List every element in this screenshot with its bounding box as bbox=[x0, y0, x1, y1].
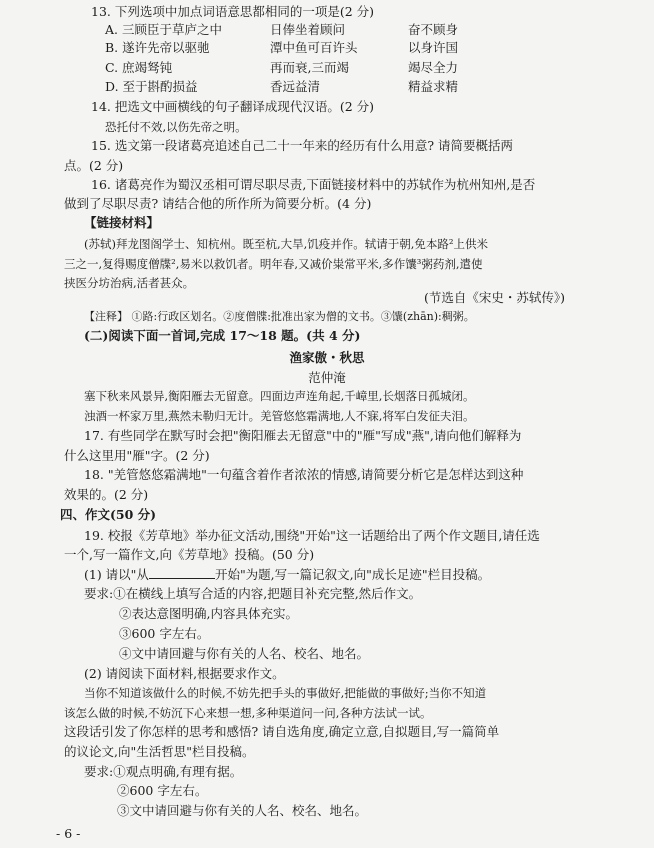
q19-part2-req-1: ①观点明确,有理有据。 bbox=[113, 764, 243, 779]
q19-part2-req-2: ②600 字左右。 bbox=[117, 783, 208, 798]
q19-part1-req-2: ②表达意图明确,内容具体充实。 bbox=[119, 606, 298, 621]
q19-line1: 19. 校报《芳草地》举办征文活动,围绕"开始"这一话题给出了两个作文题目,请任选 bbox=[84, 528, 540, 543]
q19-part1-prompt bbox=[84, 567, 490, 583]
q16-line2: 做到了尽职尽责? 请结合他的所作所为简要分析。(4 分) bbox=[64, 196, 372, 211]
q19-part2-req-label: 要求: bbox=[84, 764, 114, 779]
q14-sentence: 恐托付不效,以伤先帝之明。 bbox=[105, 120, 247, 134]
material-line-3: 挟医分坊治病,活者甚众。 bbox=[64, 276, 195, 290]
material-title: 【链接材料】 bbox=[84, 215, 160, 230]
title-blank-line bbox=[149, 567, 215, 579]
section4-heading: 四、作文(50 分) bbox=[60, 507, 157, 522]
q13-option-b-col2: 潭中鱼可百许头 bbox=[270, 40, 358, 55]
q13-option-b-col3: 以身许国 bbox=[408, 40, 459, 55]
q19-part2-line2: 的议论文,向"生活哲思"栏目投稿。 bbox=[64, 744, 255, 759]
q15-line1: 15. 选文第一段诸葛亮追述自己二十一年来的经历有什么用意? 请简要概括两 bbox=[91, 138, 514, 153]
q13-option-c-col2: 再而衰,三而竭 bbox=[270, 60, 349, 75]
q19-part1-req-4: ④文中请回避与你有关的人名、校名、地名。 bbox=[119, 646, 370, 661]
q13-option-d: D. 至于斟酌损益 bbox=[105, 79, 198, 94]
q19-part1-req bbox=[84, 586, 421, 602]
q15-line2: 点。(2 分) bbox=[64, 158, 124, 173]
q19-part2-line1: 这段话引发了你怎样的思考和感悟? 请自选角度,确定立意,自拟题目,写一篇简单 bbox=[64, 724, 500, 739]
q13-option-a: A. 三顾臣于草庐之中 bbox=[105, 22, 222, 37]
q19-part1-req-label: 要求: bbox=[84, 586, 114, 601]
q18-line1: 18. "羌管悠悠霜满地"一句蕴含着作者浓浓的情感,请简要分析它是怎样达到这种 bbox=[84, 467, 524, 482]
q19-part2-heading: (2) 请阅读下面材料,根据要求作文。 bbox=[84, 666, 285, 681]
q19-part1-req-1: ①在横线上填写合适的内容,把题目补充完整,然后作文。 bbox=[113, 586, 422, 601]
q16-line1: 16. 诸葛亮作为蜀汉丞相可谓尽职尽责,下面链接材料中的苏轼作为杭州知州,是否 bbox=[91, 177, 536, 192]
q19-part1-prompt-b: 开始"为题,写一篇记叙文,向"成长足迹"栏目投稿。 bbox=[214, 567, 491, 582]
q13-option-c: C. 庶竭驽钝 bbox=[105, 60, 173, 75]
q13-option-c-col3: 竭尽全力 bbox=[408, 60, 459, 75]
q19-part1-prompt-a: (1) 请以"从 bbox=[84, 567, 149, 582]
page-number: - 6 - bbox=[56, 826, 81, 841]
q13-option-a-col2: 日俸坐着顾问 bbox=[270, 22, 346, 37]
q19-part2-req-3: ③文中请回避与你有关的人名、校名、地名。 bbox=[117, 803, 368, 818]
q19-part2-req bbox=[84, 764, 242, 780]
poem-author: 范仲淹 bbox=[308, 370, 346, 385]
material-note: 【注释】 ①路:行政区划名。②度僧牒:批准出家为僧的文书。③馕(zhān):稠粥。 bbox=[84, 310, 475, 323]
material-source: (节选自《宋史・苏轼传》) bbox=[424, 290, 566, 305]
q19-part1-req-3: ③600 字左右。 bbox=[119, 626, 210, 641]
poem-line-2: 浊酒一杯家万里,燕然未勒归无计。羌管悠悠霜满地,人不寐,将军白发征夫泪。 bbox=[84, 409, 475, 423]
poem-title: 渔家傲・秋思 bbox=[289, 350, 365, 365]
q19-line2: 一个,写一篇作文,向《芳草地》投稿。(50 分) bbox=[64, 547, 315, 562]
q17-line1: 17. 有些同学在默写时会把"衡阳雁去无留意"中的"雁"写成"燕",请向他们解释为 bbox=[84, 428, 522, 443]
q14-stem: 14. 把选文中画横线的句子翻译成现代汉语。(2 分) bbox=[91, 99, 375, 114]
material-line-1: (苏轼)拜龙图阁学士、知杭州。既至杭,大旱,饥疫并作。轼请于朝,免本路²上供米 bbox=[84, 237, 489, 251]
q13-option-d-col2: 香远益清 bbox=[270, 79, 321, 94]
q13-option-b: B. 遂许先帝以驱驰 bbox=[105, 40, 210, 55]
q13-option-a-col3: 奋不顾身 bbox=[408, 22, 459, 37]
q13-stem: 13. 下列选项中加点词语意思都相同的一项是(2 分) bbox=[91, 4, 375, 19]
poem-line-1: 塞下秋来风景异,衡阳雁去无留意。四面边声连角起,千嶂里,长烟落日孤城闭。 bbox=[84, 389, 475, 403]
q18-line2: 效果的。(2 分) bbox=[64, 487, 149, 502]
q17-line2: 什么这里用"雁"字。(2 分) bbox=[64, 448, 210, 463]
material-line-2: 三之一,复得赐度僧牒²,易米以救饥者。明年春,又减价粜常平米,多作馕³粥药剂,遣使 bbox=[64, 257, 483, 271]
section2-heading: (二)阅读下面一首词,完成 17～18 题。(共 4 分) bbox=[84, 328, 361, 343]
q13-option-d-col3: 精益求精 bbox=[408, 79, 459, 94]
q19-part2-material-2: 该怎么做的时候,不妨沉下心来想一想,多种渠道问一问,各种方法试一试。 bbox=[64, 706, 432, 720]
q19-part2-material-1: 当你不知道该做什么的时候,不妨先把手头的事做好,把能做的事做好;当你不知道 bbox=[84, 686, 487, 700]
